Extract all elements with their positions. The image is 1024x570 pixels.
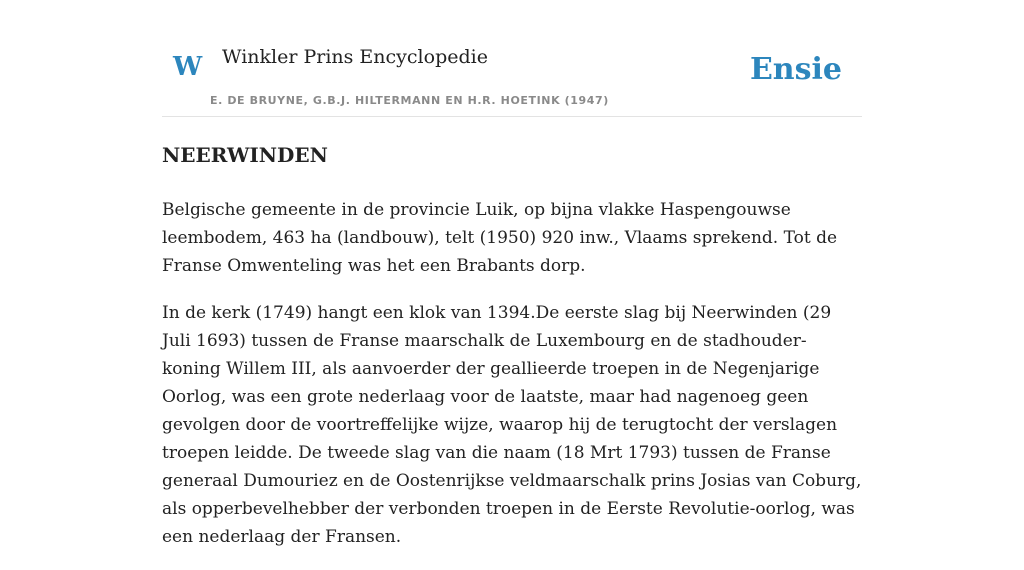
article-paragraph-1: Belgische gemeente in de provincie Luik, op bijna vlakke Haspengouwse leembodem, 463 ha (landbouw), telt (1950) 920 inw., Vlaams sprekend. Tot de Franse Omwenteling was het een Brabants dorp.	[162, 200, 838, 276]
article	[162, 140, 862, 570]
source-title[interactable]: Winkler Prins Encyclopedie	[222, 46, 488, 68]
header	[162, 0, 862, 117]
article-paragraph-2: In de kerk (1749) hangt een klok van 1394.De eerste slag bij Neerwinden (29 Juli 1693) tussen de Franse maarschalk de Luxembourg en de stadhouder-koning Willem III, als aanvoerder der geallieerde troepen in de Negenjarige Oorlog, was een grote nederlaag voor de laatste, maar had nagenoeg geen gevolgen door de voortreffelijke wijze, waarop hij de terugtocht der verslagen troepen leidde. De tweede slag van die naam (18 Mrt 1793) tussen de Franse generaal Dumouriez en de Oostenrijkse veldmaarschalk prins Josias van Coburg, als opperbevelhebber der verbonden troepen in de Eerste Revolutie-oorlog, was een nederlaag der Fransen.	[162, 303, 862, 547]
article-headword: NEERWINDEN	[162, 143, 328, 167]
winkler-prins-logo[interactable]: W	[173, 52, 203, 82]
ensie-logo[interactable]: Ensie	[749, 52, 842, 87]
source-authors: E. DE BRUYNE, G.B.J. HILTERMANN EN H.R. HOETINK (1947)	[210, 94, 609, 107]
